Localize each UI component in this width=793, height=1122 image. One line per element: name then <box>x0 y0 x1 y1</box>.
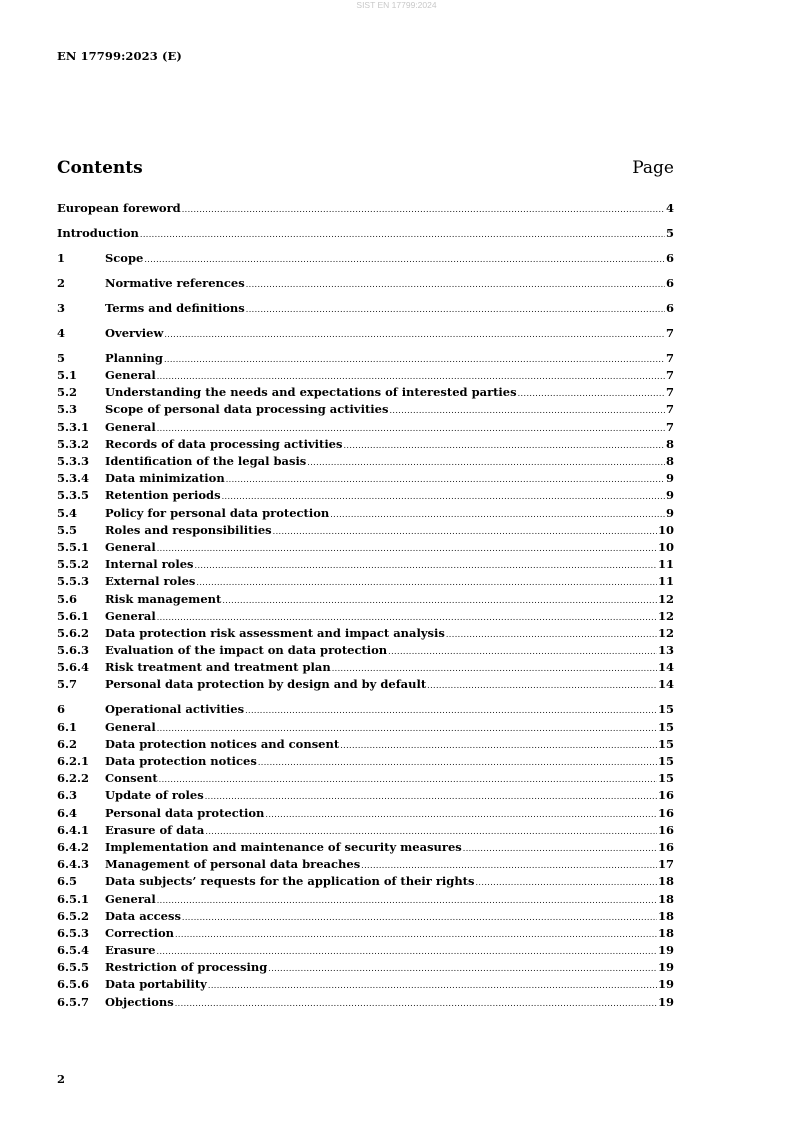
toc-entry-title: Overview <box>105 325 164 340</box>
toc-entry-page: 16 <box>657 822 674 837</box>
toc-entry[interactable] <box>57 976 674 993</box>
toc-entry-title: Correction <box>105 925 174 940</box>
toc-entry-number: 5.5.1 <box>57 539 90 554</box>
toc-entry[interactable] <box>57 325 674 342</box>
watermark: SIST EN 17799:2024 <box>356 0 437 10</box>
toc-entry-page: 9 <box>665 505 674 520</box>
toc-entry-number: 5.6.2 <box>57 625 90 640</box>
toc-entry-page: 15 <box>657 771 674 786</box>
toc-entry-title: General <box>105 368 156 383</box>
toc-entry[interactable] <box>57 873 674 890</box>
toc-entry[interactable] <box>57 200 674 217</box>
toc-entry-number: 2 <box>57 275 66 290</box>
toc-entry[interactable] <box>57 787 674 804</box>
toc-entry-page: 19 <box>657 994 674 1009</box>
toc-entry-number: 6.5.7 <box>57 994 90 1009</box>
toc-entry[interactable] <box>57 994 674 1011</box>
toc-entry[interactable] <box>57 736 674 753</box>
toc-entry-title: Risk treatment and treatment plan <box>105 660 331 675</box>
toc-entry-page: 7 <box>665 402 674 417</box>
toc-entry-number: 5.6.4 <box>57 660 90 675</box>
toc-dot-leader <box>446 626 657 643</box>
toc-entry-page: 18 <box>657 908 674 923</box>
toc-entry[interactable] <box>57 505 674 522</box>
toc-entry-page: 10 <box>657 522 674 537</box>
toc-dot-leader <box>157 368 665 385</box>
toc-entry[interactable] <box>57 300 674 317</box>
toc-entry-page: 15 <box>657 702 674 717</box>
toc-entry-title: Consent <box>105 771 158 786</box>
toc-entry[interactable] <box>57 856 674 873</box>
toc-entry-title: European foreword <box>57 201 181 215</box>
page-column-label: Page <box>632 158 674 178</box>
toc-dot-leader <box>246 301 665 318</box>
toc-entry-title: Personal data protection by design and by default <box>105 677 427 692</box>
toc-entry[interactable] <box>57 350 674 367</box>
toc-dot-leader <box>226 471 665 488</box>
toc-entry[interactable] <box>57 384 674 401</box>
toc-entry-title: External roles <box>105 574 196 589</box>
toc-entry[interactable] <box>57 908 674 925</box>
toc-entry[interactable] <box>57 770 674 787</box>
toc-entry-page: 19 <box>657 977 674 992</box>
toc-dot-leader <box>196 574 657 591</box>
toc-entry[interactable] <box>57 839 674 856</box>
toc-entry-title: Data protection risk assessment and impact analysis <box>105 625 445 640</box>
toc-entry-page: 19 <box>657 960 674 975</box>
toc-entry-page: 11 <box>657 574 674 589</box>
toc-entry[interactable] <box>57 591 674 608</box>
toc-dot-leader <box>246 276 665 293</box>
toc-entry-page: 16 <box>657 788 674 803</box>
toc-entry-number: 5.6.1 <box>57 608 90 623</box>
toc-entry-title: Internal roles <box>105 557 194 572</box>
toc-entry-page: 15 <box>657 754 674 769</box>
toc-entry-number: 6.5.5 <box>57 960 90 975</box>
toc-dot-leader <box>245 702 657 719</box>
toc-entry-page: 16 <box>657 805 674 820</box>
toc-dot-leader <box>258 754 657 771</box>
toc-entry-page: 15 <box>657 719 674 734</box>
toc-entry-page: 7 <box>665 368 674 383</box>
toc-dot-leader <box>427 677 657 694</box>
toc-entry-page: 12 <box>657 608 674 623</box>
toc-dot-leader <box>195 557 657 574</box>
toc-dot-leader <box>330 506 665 523</box>
toc-entry[interactable] <box>57 822 674 839</box>
toc-entry-number: 6.5.3 <box>57 925 90 940</box>
toc-dot-leader <box>268 960 657 977</box>
toc-entry[interactable] <box>57 453 674 470</box>
toc-entry-title: Erasure <box>105 943 156 958</box>
toc-entry[interactable] <box>57 719 674 736</box>
toc-entry-title: Data protection notices and consent <box>105 736 340 751</box>
toc-entry-title: Terms and definitions <box>105 300 245 315</box>
toc-dot-leader <box>157 943 657 960</box>
toc-entry-number: 6.5.6 <box>57 977 90 992</box>
toc-entry[interactable] <box>57 487 674 504</box>
toc-entry-title: Risk management <box>105 591 222 606</box>
toc-entry-number: 5.3.2 <box>57 436 90 451</box>
toc-entry-number: 5.7 <box>57 677 78 692</box>
toc-dot-leader <box>164 326 665 343</box>
toc-entry-page: 9 <box>665 471 674 486</box>
toc-entry-page: 11 <box>657 557 674 572</box>
toc-entry-page: 13 <box>657 643 674 658</box>
toc-entry-page: 10 <box>657 539 674 554</box>
toc-entry-number: 5.5 <box>57 522 78 537</box>
toc-entry-number: 5.2 <box>57 385 78 400</box>
toc-entry[interactable] <box>57 470 674 487</box>
toc-dot-leader <box>475 874 657 891</box>
toc-dot-leader <box>222 488 665 505</box>
toc-dot-leader <box>157 892 657 909</box>
toc-entry-title: Data protection notices <box>105 754 257 769</box>
toc-entry-page: 7 <box>665 350 674 365</box>
toc-entry-page: 6 <box>665 250 674 265</box>
toc-entry-page: 15 <box>657 736 674 751</box>
toc-entry-number: 5.3.1 <box>57 419 90 434</box>
toc-entry-number: 6.2.2 <box>57 771 90 786</box>
toc-dot-leader <box>182 201 665 218</box>
toc-entry-number: 5.5.2 <box>57 557 90 572</box>
toc-entry[interactable] <box>57 225 674 242</box>
toc-entry-title: Scope of personal data processing activities <box>105 402 389 417</box>
toc-entry-page: 6 <box>665 300 674 315</box>
toc-dot-leader <box>208 977 657 994</box>
toc-entry[interactable] <box>57 925 674 942</box>
toc-entry-title: General <box>105 891 156 906</box>
toc-entry-title: Data minimization <box>105 471 225 486</box>
toc-entry-title: Understanding the needs and expectations of interested parties <box>105 385 517 400</box>
toc-entry[interactable] <box>57 959 674 976</box>
toc-entry[interactable] <box>57 891 674 908</box>
toc-entry-number: 5.4 <box>57 505 78 520</box>
toc-entry-title: Identification of the legal basis <box>105 454 307 469</box>
contents-header <box>57 158 674 184</box>
toc-entry-title: Update of roles <box>105 788 204 803</box>
toc-dot-leader <box>140 226 665 243</box>
toc-dot-leader <box>389 402 665 419</box>
toc-entry-number: 6 <box>57 702 66 717</box>
toc-entry[interactable] <box>57 625 674 642</box>
toc-entry-number: 6.1 <box>57 719 78 734</box>
toc-dot-leader <box>157 609 657 626</box>
toc-dot-leader <box>463 840 657 857</box>
toc-entry-page: 18 <box>657 925 674 940</box>
table-of-contents <box>57 200 674 1011</box>
toc-entry-page: 17 <box>657 857 674 872</box>
toc-entry-page: 14 <box>657 660 674 675</box>
toc-entry-title: General <box>105 419 156 434</box>
toc-dot-leader <box>388 643 657 660</box>
toc-dot-leader <box>307 454 665 471</box>
toc-entry-page: 12 <box>657 625 674 640</box>
toc-entry-title: Objections <box>105 994 174 1009</box>
toc-entry-number: 6.3 <box>57 788 78 803</box>
toc-entry-number: 6.5.1 <box>57 891 90 906</box>
toc-entry-page: 5 <box>665 225 674 240</box>
toc-entry[interactable] <box>57 753 674 770</box>
toc-entry[interactable] <box>57 367 674 384</box>
toc-entry[interactable] <box>57 436 674 453</box>
toc-entry-number: 3 <box>57 300 66 315</box>
toc-entry-page: 9 <box>665 488 674 503</box>
toc-dot-leader <box>222 592 657 609</box>
toc-entry-title: Records of data processing activities <box>105 436 343 451</box>
toc-entry[interactable] <box>57 556 674 573</box>
toc-entry-title: Operational activities <box>105 702 245 717</box>
toc-entry[interactable] <box>57 642 674 659</box>
toc-dot-leader <box>159 771 657 788</box>
toc-entry-number: 6.4.2 <box>57 839 90 854</box>
toc-entry-title: Planning <box>105 350 163 365</box>
toc-dot-leader <box>340 737 657 754</box>
toc-entry-title: General <box>105 719 156 734</box>
contents-title: Contents <box>57 158 143 178</box>
toc-entry-number: 5.3 <box>57 402 78 417</box>
toc-entry-title: Implementation and maintenance of security measures <box>105 839 462 854</box>
toc-entry-title: Erasure of data <box>105 822 205 837</box>
toc-entry[interactable] <box>57 608 674 625</box>
toc-entry-title: Scope <box>105 250 144 265</box>
toc-entry-number: 6.4.1 <box>57 822 90 837</box>
toc-entry-title: Restriction of processing <box>105 960 268 975</box>
toc-dot-leader <box>157 540 657 557</box>
toc-entry-number: 5.3.4 <box>57 471 90 486</box>
toc-entry-number: 5.6.3 <box>57 643 90 658</box>
toc-entry[interactable] <box>57 250 674 267</box>
toc-dot-leader <box>205 823 657 840</box>
toc-entry-title: Policy for personal data protection <box>105 505 330 520</box>
toc-entry-number: 5.5.3 <box>57 574 90 589</box>
toc-entry-title: Data access <box>105 908 181 923</box>
toc-entry-page: 7 <box>665 385 674 400</box>
toc-entry-title: Personal data protection <box>105 805 265 820</box>
toc-dot-leader <box>518 385 665 402</box>
toc-entry-number: 6.5 <box>57 874 78 889</box>
toc-entry-page: 4 <box>665 201 674 215</box>
toc-entry-page: 12 <box>657 591 674 606</box>
toc-entry-number: 6.4.3 <box>57 857 90 872</box>
toc-dot-leader <box>205 788 657 805</box>
toc-dot-leader <box>182 909 657 926</box>
toc-entry-title: Data portability <box>105 977 207 992</box>
toc-entry-number: 6.5.4 <box>57 943 90 958</box>
toc-entry-number: 5.6 <box>57 591 78 606</box>
toc-dot-leader <box>332 660 657 677</box>
toc-entry[interactable] <box>57 419 674 436</box>
toc-dot-leader <box>343 437 665 454</box>
toc-entry-number: 1 <box>57 250 66 265</box>
toc-entry[interactable] <box>57 275 674 292</box>
toc-entry-page: 14 <box>657 677 674 692</box>
toc-entry-number: 5.3.5 <box>57 488 90 503</box>
toc-dot-leader <box>157 720 657 737</box>
toc-entry-title: Normative references <box>105 275 245 290</box>
toc-entry-page: 6 <box>665 275 674 290</box>
toc-dot-leader <box>164 351 665 368</box>
toc-dot-leader <box>175 926 657 943</box>
toc-entry-page: 8 <box>665 454 674 469</box>
toc-dot-leader <box>157 420 665 437</box>
toc-entry[interactable] <box>57 942 674 959</box>
toc-entry[interactable] <box>57 676 674 693</box>
toc-entry-number: 6.2.1 <box>57 754 90 769</box>
toc-entry-title: Management of personal data breaches <box>105 857 361 872</box>
toc-entry-page: 16 <box>657 839 674 854</box>
toc-dot-leader <box>144 251 665 268</box>
toc-entry-title: General <box>105 539 156 554</box>
document-id: EN 17799:2023 (E) <box>57 49 182 63</box>
toc-entry-number: 6.4 <box>57 805 78 820</box>
toc-entry-title: Evaluation of the impact on data protection <box>105 643 388 658</box>
toc-entry-number: 5 <box>57 350 66 365</box>
toc-entry-title: Introduction <box>57 225 139 240</box>
toc-entry-page: 8 <box>665 436 674 451</box>
page-number: 2 <box>57 1072 66 1086</box>
toc-entry-page: 18 <box>657 891 674 906</box>
toc-entry-title: Roles and responsibilities <box>105 522 272 537</box>
toc-dot-leader <box>273 523 657 540</box>
toc-entry-number: 4 <box>57 325 66 340</box>
toc-entry-title: Data subjects’ requests for the application of their rights <box>105 874 475 889</box>
toc-entry-page: 18 <box>657 874 674 889</box>
toc-entry[interactable] <box>57 701 674 718</box>
toc-entry[interactable] <box>57 659 674 676</box>
toc-entry[interactable] <box>57 401 674 418</box>
toc-entry-number: 6.5.2 <box>57 908 90 923</box>
toc-dot-leader <box>265 806 657 823</box>
toc-entry-page: 19 <box>657 943 674 958</box>
toc-entry-number: 5.1 <box>57 368 78 383</box>
toc-entry-page: 7 <box>665 419 674 434</box>
toc-entry[interactable] <box>57 522 674 539</box>
toc-entry-page: 7 <box>665 325 674 340</box>
toc-dot-leader <box>175 995 657 1012</box>
toc-entry[interactable] <box>57 573 674 590</box>
toc-entry[interactable] <box>57 805 674 822</box>
toc-entry-title: General <box>105 608 156 623</box>
toc-dot-leader <box>361 857 657 874</box>
toc-entry-number: 6.2 <box>57 736 78 751</box>
toc-entry-title: Retention periods <box>105 488 221 503</box>
toc-entry[interactable] <box>57 539 674 556</box>
toc-entry-number: 5.3.3 <box>57 454 90 469</box>
